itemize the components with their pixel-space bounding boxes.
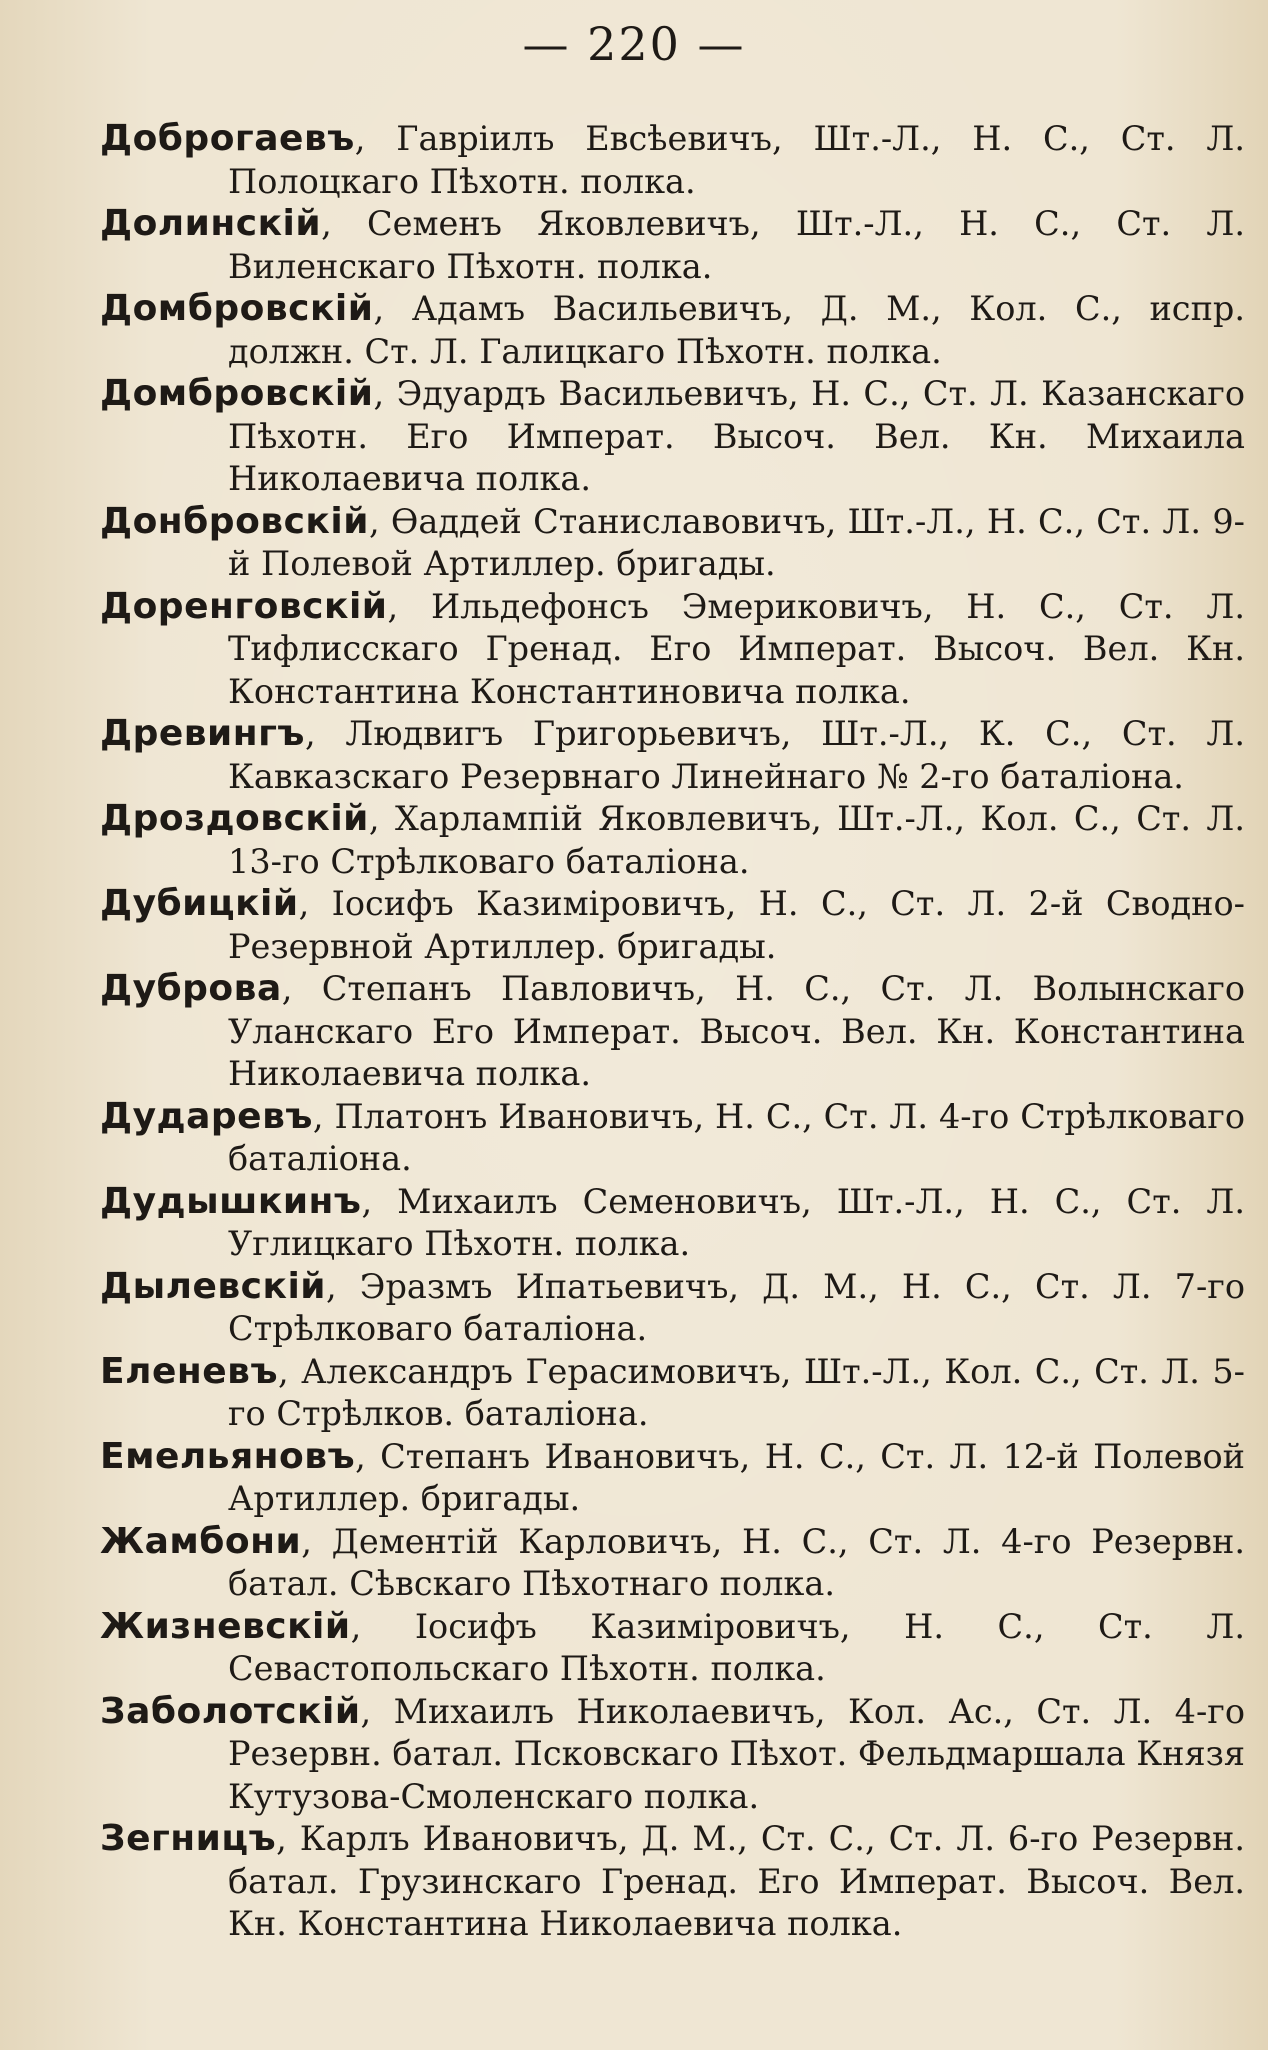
entry-details: , Адамъ Васильевичъ, Д. М., Кол. С., испр. должн. Ст. Л. Галицкаго Пѣхотн. полка. <box>228 289 1245 371</box>
list-item <box>100 1351 1245 1436</box>
entry-details: , Ѳаддей Станиславовичъ, Шт.-Л., Н. С., Ст. Л. 9-й Полевой Артиллер. бригады. <box>228 501 1245 583</box>
entry-surname: Домбровскiй <box>100 373 374 414</box>
list-item <box>100 1606 1245 1691</box>
entry-details: , Степанъ Павловичъ, Н. С., Ст. Л. Волынскаго Уланскаго Его Императ. Высоч. Вел. Кн. Константина Николаевича полка. <box>228 969 1245 1093</box>
entry-surname: Древингъ <box>100 713 305 754</box>
list-item <box>100 1266 1245 1351</box>
entry-surname: Долинскiй <box>100 203 322 244</box>
entry-surname: Дылевскiй <box>100 1265 327 1307</box>
entry-details: , Михаилъ Семеновичъ, Шт.-Л., Н. С., Ст. Л. Углицкаго Пѣхотн. полка. <box>228 1181 1245 1263</box>
list-item <box>100 118 1245 203</box>
entry-surname: Еленевъ <box>100 1350 278 1392</box>
list-item <box>100 1818 1245 1946</box>
entry-details: , Платонъ Ивановичъ, Н. С., Ст. Л. 4-го Стрѣлковаго баталiона. <box>228 1096 1245 1178</box>
entry-details: , Эдуардъ Васильевичъ, Н. С., Ст. Л. Казанскаго Пѣхотн. Его Императ. Высоч. Вел. Кн. Михаила Николаевича полка. <box>228 374 1245 498</box>
entry-surname: Дубицкiй <box>100 883 299 924</box>
list-item <box>100 713 1245 798</box>
list-item <box>100 288 1245 373</box>
entry-surname: Доброгаевъ <box>100 118 355 159</box>
list-item <box>100 968 1245 1096</box>
list-item <box>100 883 1245 968</box>
entry-surname: Дудышкинъ <box>100 1180 362 1222</box>
entry-details: , Гаврiилъ Евсѣевичъ, Шт.-Л., Н. С., Ст. Л. Полоцкаго Пѣхотн. полка. <box>228 119 1245 201</box>
list-item <box>100 586 1245 714</box>
entry-surname: Домбровскiй <box>100 288 374 329</box>
list-item <box>100 203 1245 288</box>
entry-details: , Ильдефонсъ Эмериковичъ, Н. С., Ст. Л. Тифлисскаго Гренад. Его Императ. Высоч. Вел. Кн. Константина Константиновича полка. <box>228 586 1245 711</box>
list-item <box>100 501 1245 586</box>
list-item <box>100 1181 1245 1266</box>
entry-details: , Степанъ Ивановичъ, Н. С., Ст. Л. 12-й Полевой Артиллер. бригады. <box>228 1436 1245 1518</box>
entry-surname: Заболотскiй <box>100 1690 361 1732</box>
entry-surname: Доренговскiй <box>100 585 388 627</box>
entry-details: , Людвигъ Григорьевичъ, Шт.-Л., К. С., Ст. Л. Кавказскаго Резервнаго Линейнаго № 2-го баталiона. <box>228 714 1245 796</box>
entry-list <box>100 118 1245 1946</box>
entry-surname: Дуброва <box>100 968 282 1009</box>
list-item <box>100 1096 1245 1181</box>
entry-surname: Жамбони <box>100 1520 302 1562</box>
entry-details: , Дементiй Карловичъ, Н. С., Ст. Л. 4-го Резервн. батал. Сѣвскаго Пѣхотнаго полка. <box>228 1521 1245 1603</box>
entry-details: , Iосифъ Казимiровичъ, Н. С., Ст. Л. Севастопольскаго Пѣхотн. полка. <box>228 1606 1245 1688</box>
entry-surname: Емельяновъ <box>100 1435 356 1477</box>
entry-surname: Зегницъ <box>100 1818 277 1859</box>
entry-details: , Александръ Герасимовичъ, Шт.-Л., Кол. С., Ст. Л. 5-го Стрѣлков. баталiона. <box>228 1351 1245 1433</box>
page-number: — 220 — <box>522 17 746 71</box>
entry-details: , Михаилъ Николаевичъ, Кол. Ас., Ст. Л. 4-го Резервн. батал. Псковскаго Пѣхот. Фельдмаршала Князя Кутузова-Смоленскаго полка. <box>228 1691 1245 1816</box>
list-item <box>100 1436 1245 1521</box>
entry-surname: Донбровскiй <box>100 500 369 542</box>
list-item <box>100 798 1245 883</box>
entry-details: , Харлампiй Яковлевичъ, Шт.-Л., Кол. С., Ст. Л. 13-го Стрѣлковаго баталiона. <box>228 799 1245 881</box>
list-item <box>100 1691 1245 1819</box>
entry-details: , Семенъ Яковлевичъ, Шт.-Л., Н. С., Ст. Л. Виленскаго Пѣхотн. полка. <box>228 204 1245 286</box>
entry-surname: Дроздовскiй <box>100 798 369 839</box>
entry-surname: Жизневскiй <box>100 1605 351 1647</box>
entry-surname: Дударевъ <box>100 1095 313 1137</box>
entry-details: , Карлъ Ивановичъ, Д. М., Ст. С., Ст. Л. 6-го Резервн. батал. Грузинскаго Гренад. Его Императ. Высоч. Вел. Кн. Константина Николаевича полка. <box>228 1819 1245 1943</box>
list-item <box>100 1521 1245 1606</box>
entry-details: , Эразмъ Ипатьевичъ, Д. М., Н. С., Ст. Л. 7-го Стрѣлковаго баталiона. <box>228 1266 1245 1348</box>
entry-details: , Iосифъ Казимiровичъ, Н. С., Ст. Л. 2-й Сводно-Резервной Артиллер. бригады. <box>228 884 1245 966</box>
list-item <box>100 373 1245 501</box>
